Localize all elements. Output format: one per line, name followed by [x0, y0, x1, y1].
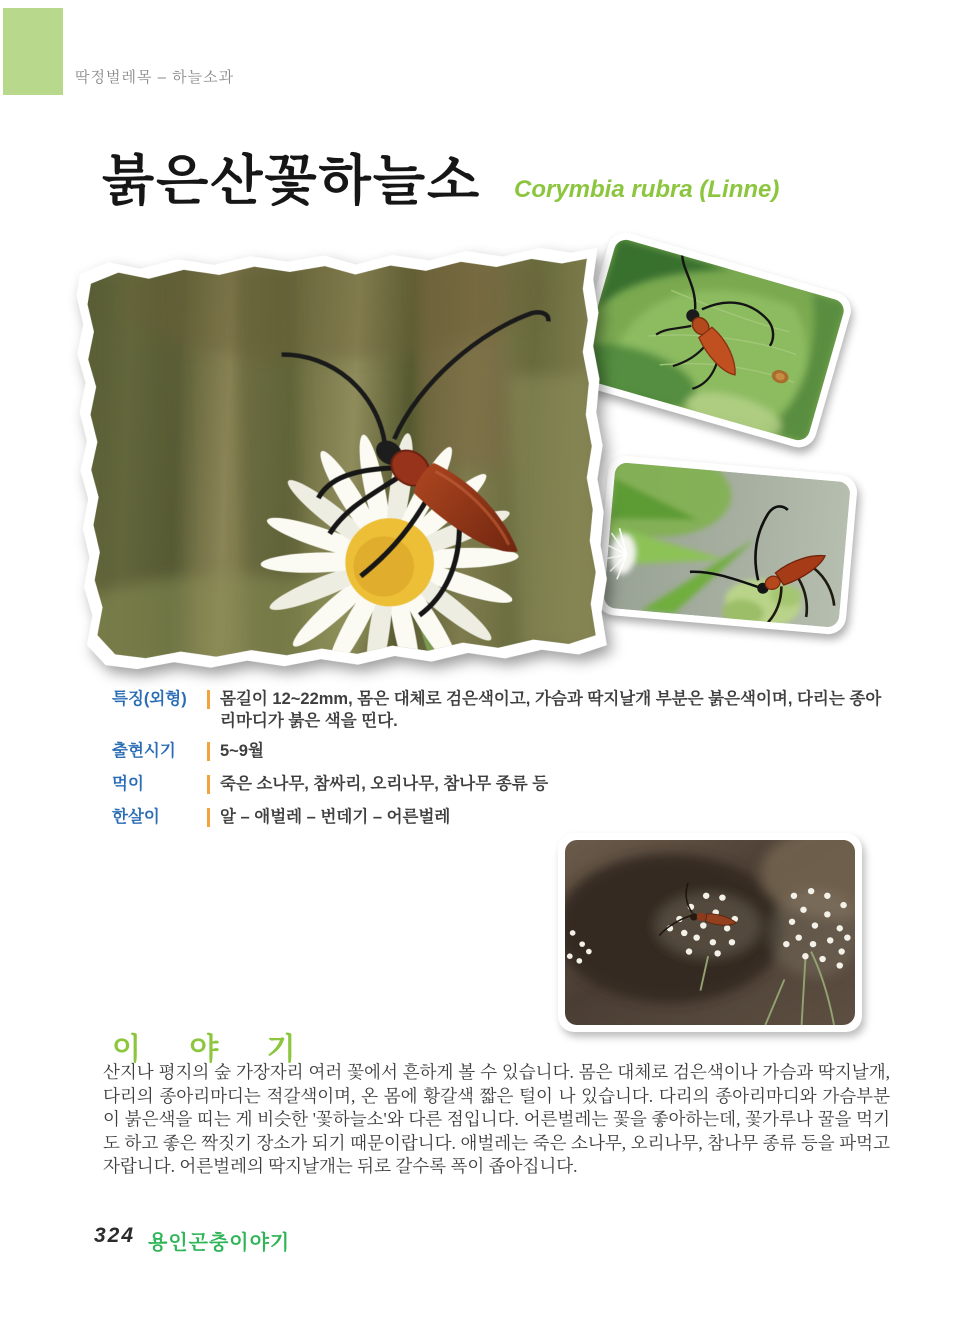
photo-beetle-on-umbel-flowers [558, 833, 862, 1032]
spec-label: 특징(외형) [112, 690, 187, 708]
beetle-on-bud-illustration [603, 462, 851, 628]
beetle-on-leaf-illustration [577, 237, 846, 443]
species-scientific-name: Corymbia rubra (Linne) [514, 176, 780, 203]
spec-value: 몸길이 12~22mm, 몸은 대체로 검은색이고, 가슴과 딱지날개 부분은 붉은색이며, 다리는 종아리마디가 붉은 색을 띤다. [220, 690, 882, 730]
spec-label: 출현시기 [112, 742, 176, 760]
story-paragraph: 산지나 평지의 숲 가장자리 여러 꽃에서 흔하게 볼 수 있습니다. 몸은 대체로 검은색이나 가슴과 딱지날개, 다리의 종아리마디는 적갈색이며, 온 몸에 황갈색 짧은 털이 나 있습니다. 다리의 종아리마디와 가슴부분이 붉은색을 띠는 게 비슷한 '꽃하늘소'와 다른 점입니다. 어른벌레는 꽃을 좋아하는데, 꽃가루나 꿀을 먹기도 하고 좋은 짝짓기 장소가 되기 때문이랍니다. 애벌레는 죽은 소나무, 오리나무, 참나무 종류 등을 파먹고 자랍니다. 어른벌레의 딱지날개는 뒤로 갈수록 폭이 좁아집니다. [103, 1062, 890, 1177]
spec-row-features [112, 688, 896, 732]
spec-row-lifecycle [112, 806, 450, 828]
breadcrumb: 딱정벌레목 – 하늘소과 [75, 69, 235, 86]
torn-photo-area [83, 253, 599, 663]
species-title: 붉은산꽃하늘소 [102, 151, 482, 211]
beetle-on-daisy-illustration [83, 253, 599, 663]
spec-separator [207, 808, 210, 827]
publication-logo: 용인곤충이야기 [148, 1232, 291, 1254]
spec-row-season [112, 740, 264, 762]
main-photo-beetle-on-daisy [72, 242, 611, 674]
spec-value: 5~9월 [220, 742, 264, 760]
spec-row-food [112, 773, 548, 795]
photo-beetle-on-flower-bud [596, 454, 859, 635]
story-heading: 이 야 기 [112, 1033, 316, 1066]
spec-separator [207, 775, 210, 794]
photo-beetle-on-leaf [569, 228, 855, 451]
beetle-on-flowers-illustration [565, 840, 855, 1025]
spec-label: 한살이 [112, 808, 160, 826]
spec-value: 알 – 애벌레 – 번데기 – 어른벌레 [220, 808, 451, 826]
spec-separator [207, 742, 210, 761]
spec-value: 죽은 소나무, 참싸리, 오리나무, 참나무 종류 등 [220, 775, 549, 793]
corner-accent-rect [3, 8, 63, 95]
page-number: 324 [94, 1224, 136, 1247]
spec-label: 먹이 [112, 775, 144, 793]
spec-separator [207, 690, 210, 709]
